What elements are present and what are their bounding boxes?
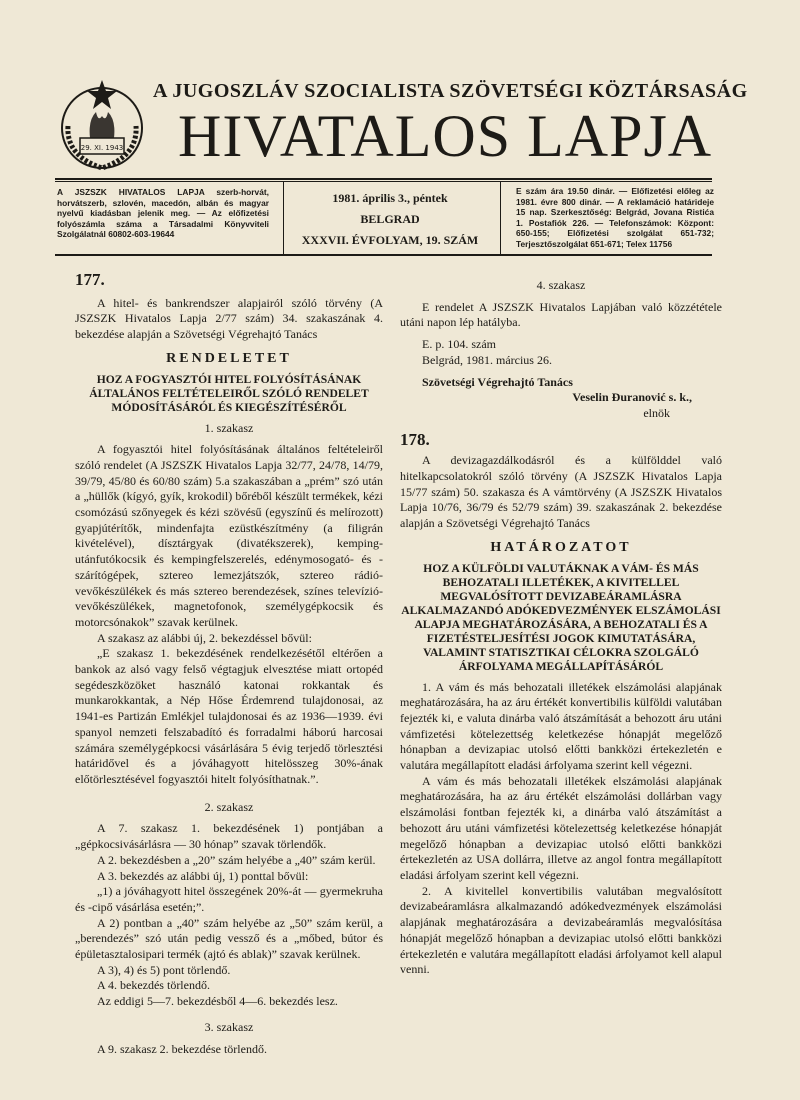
masthead-divider-right (500, 182, 501, 254)
document-number: 177. (75, 270, 105, 289)
paragraph: A 7. szakasz 1. bekezdésének 1) pontjában a „gépkocsivásárlásra — 30 hónap” szavak törlendők. (75, 821, 383, 852)
paragraph: A 3), 4) és 5) pont törlendő. (97, 962, 231, 977)
paragraph: 2. A kivitellel konvertibilis valutában megvalósított devizabeáramlásra alkalmazandó adókedvezmények elszámolási alapjának meghatározására a devizabeáramlás megvalósítása hónapját megelőző hónapban a devizapiac utolsó előtti bankközi értekezletén e valutára megállapított eladási árfolyamot kell alapul venni. (400, 883, 722, 977)
paragraph: A fogyasztói hitel folyósításának általános feltételeiről szóló rendelet (A JSZSZK Hivatalos Lapja 32/77, 24/78, 14/79, 39/79, 45/80 és 60/80 szám) 5.a szakaszában a „prém” szó után a „hüllők (kígyó, gyík, krokodil) bőréből készült termékek, kézi csomózású szőnyegek és kézi szövésű (egyszínű és melírozott) gyapjútérítők, mindenfajta ezüstkészítmény (a filigrán kivételével), dísztárgyak (divatékszerek), kemping-utánfutókocsik és kempingfelszerelés, edénymosogató- és -szárítógépek, sztereo lemezjátszók, sztereo rádió-vevőkészülékek és más sztereo berendezések, színes televízió-vevőkészülékek, magnetofonok, személygépkocsik és motorcsónakok” szavak kerülnek. (75, 442, 383, 629)
paragraph: „E szakasz 1. bekezdésének rendelkezésétől eltérően a bankok az alsó vagy felső végtagjuk elvesztése miatt ortopéd segédeszközöket használó katonai rokkantak és munkarokkantak, a Nép Hőse Érdemrend tulajdonosai, az 1941-es Partizán Emlékjel tulajdonosai és az 1936—1939. évi spanyol nemzeti felszabadító és forradalmi háború harcosai számára személygépkocsi vásárlására 5 évig terjedő törlesztési határidővel és a jóváhagyott hitelösszeg 30%-ának előtörlesztésével fogyasztói hitelt folyósíthatnak.”. (75, 646, 383, 786)
preamble: A devizagazdálkodásról és a külfölddel való hitelkapcsolatokról szóló törvény (A JSZSZK Hivatalos Lapja 15/77 szám) 50. szakasza és A vámtörvény (A JSZSZK Hivatalos Lapja 10/76, 36/79 és 52/79 szám) 39. szakaszának 2. bekezdése alapján a Szövetségi Végrehajtó Tanács (400, 453, 722, 531)
emblem-date: 29. XI. 1943 (80, 144, 124, 152)
issue-date: 1981. április 3., péntek (332, 191, 448, 205)
document-subheading: HOZ A FOGYASZTÓI HITEL FOLYÓSÍTÁSÁNAK ÁLTALÁNOS FELTÉTELEIRŐL SZÓLÓ RENDELET MÓDOSÍTÁSÁRÓL ÉS KIEGÉSZÍTÉSÉRŐL (89, 372, 369, 414)
paragraph: A szakasz az alábbi új, 2. bekezdéssel bővül: (97, 630, 312, 645)
paragraph: „1) a jóváhagyott hitel összegének 20%-át — gyermekruha és -cipő vásárlása esetén;”. (75, 884, 383, 914)
paragraph: A 9. szakasz 2. bekezdése törlendő. (97, 1041, 267, 1056)
reference-number: E. p. 104. szám (422, 337, 496, 352)
section-heading: 1. szakasz (204, 420, 254, 435)
section-heading: 3. szakasz (204, 1019, 254, 1034)
publication-info: A JSZSZK HIVATALOS LAPJA szerb-horvát, horvátszerb, szlovén, macedón, albán és magyar nyelvű kiadásban jelenik meg. — Az előfizetési folyószámla száma a Társadalmi Könyvviteli Szolgálatnál 60802-603-19644 (57, 187, 269, 239)
paragraph: A 2. bekezdésben a „20” szám helyébe a „40” szám kerül. (97, 852, 376, 867)
document-heading: HATÁROZATOT (490, 539, 632, 555)
preamble: A hitel- és bankrendszer alapjairól szóló törvény (A JSZSZK Hivatalos Lapja 2/77 szám) 34. szakaszának 4. bekezdése alapján a Szövetségi Végrehajtó Tanács (75, 295, 383, 342)
paragraph: Az eddigi 5—7. bekezdésből 4—6. bekezdés lesz. (97, 994, 338, 1009)
left-column (75, 272, 383, 1057)
masthead-divider-left (283, 182, 284, 254)
masthead-bottom-rule (55, 254, 712, 256)
issue-city: BELGRAD (360, 212, 420, 226)
paragraph: E rendelet A JSZSZK Hivatalos Lapjában való közzététele utáni napon lép hatályba. (400, 299, 722, 330)
section-heading: 4. szakasz (536, 278, 586, 292)
masthead-top-rule (55, 178, 712, 180)
paragraph: A 3. bekezdés az alábbi új, 1) ponttal bővül: (97, 868, 309, 883)
paragraph: A 4. bekezdés törlendő. (97, 978, 210, 993)
section-heading: 2. szakasz (204, 799, 254, 814)
signer-name: Veselin Đuranović s. k., (572, 390, 692, 405)
state-emblem-icon (58, 76, 146, 172)
price-contact-info: E szám ára 19.50 dinár. — Előfizetési előleg az 1981. évre 800 dinár. — A reklamáció határideje 15 nap. Szerkesztőség: Belgrád, Jovana Ristića 1. Postafiók 226. — Telefonszámok: Központ: 650-155; Előfizetési szolgálat 651-732; Terjesztőszolgálat 651-671; Telex 11756 (516, 186, 714, 249)
paragraph: A 2) pontban a „40” szám helyébe az „50” szám kerül, a „berendezés” szó után pedig vessző és a „mőbed, bútor és épületasztalosipari termék (ajtó és ablak)” szavak kerülnek. (75, 915, 383, 962)
paragraph: A vám és más behozatali illetékek elszámolási alapjának meghatározására, ha az áru értékét elszámolási dollárban vagy elszámolási fontban fejezték ki, a dinárba való átszámítást a behozott áru utáni vámfizetési kötelezettség keletkezése hónapját megelőző hónapban a devizapiac utolsó előtti bankközi értekezletén az USA dollárra, illetve az angol fontra megállapított eladási árfolyam szerint kell végezni. (400, 773, 722, 882)
page-title: HIVATALOS LAPJA (178, 103, 713, 169)
signer-role: elnök (643, 405, 670, 420)
paragraph: 1. A vám és más behozatali illetékek elszámolási alapjának meghatározására, ha az áru értékét konvertibilis külföldi valutában fejezték ki, e valuta dinárba való átszámítását a behozott áru utáni vámfizetési kötelezettség keletkezése hónapját megelőző hónapban a devizapiac utolsó előtti bankközi értekezletén e valutára megállapított eladási árfolyama szerint kell végezni. (400, 679, 722, 773)
place-date: Belgrád, 1981. március 26. (422, 352, 552, 367)
document-number: 178. (400, 429, 430, 449)
document-subheading: HOZ A KÜLFÖLDI VALUTÁKNAK A VÁM- ÉS MÁS BEHOZATALI ILLETÉKEK, A KIVITELLEL MEGVALÓSÍTOTT DEVIZABEÁRAMLÁSRA ALKALMAZANDÓ ADÓKEDVEZMÉNYEK ELSZÁMOLÁSI ALAPJA MEGHATÁROZÁSÁRA, A BEHOZATALI ÉS A FIZETÉSTELJESÍTÉSI JOGOK KIMUTATÁSÁRA, VALAMINT STATISZTIKAI CÉLOKRA SZOLGÁLÓ ÁRFOLYAMA MEGÁLLAPÍTÁSÁRÓL (401, 561, 721, 673)
document-heading: RENDELETET (166, 350, 292, 366)
council-name: Szövetségi Végrehajtó Tanács (422, 374, 573, 389)
right-column (400, 272, 722, 978)
issue-volume: XXXVII. ÉVFOLYAM, 19. SZÁM (301, 233, 479, 247)
masthead-top-rule-inner (55, 181, 712, 182)
issue-info (300, 188, 480, 251)
country-name: A JUGOSZLÁV SZOCIALISTA SZÖVETSÉGI KÖZTÁRSASÁG (153, 80, 748, 102)
